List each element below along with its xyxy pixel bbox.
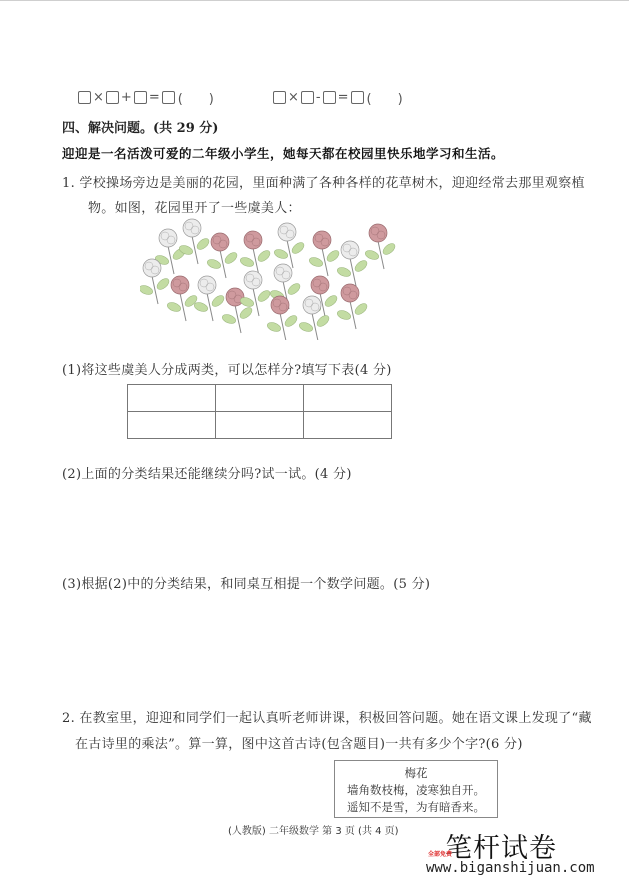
table-cell[interactable] [216, 412, 304, 439]
table-cell[interactable] [128, 385, 216, 412]
blank-box[interactable] [106, 91, 119, 104]
table-cell[interactable] [128, 412, 216, 439]
watermark-title: 笔杆试卷 [445, 833, 557, 864]
table-row [128, 385, 392, 412]
blank-box[interactable] [78, 91, 91, 104]
blank-box[interactable] [273, 91, 286, 104]
poem-box [334, 760, 498, 818]
blank-box[interactable] [323, 91, 336, 104]
section-intro: 迎迎是一名活泼可爱的二年级小学生，她每天都在校园里快乐地学习和生活。 [62, 146, 505, 161]
equation-1: × + = ( ) [77, 88, 214, 107]
blank-box[interactable] [162, 91, 175, 104]
table-cell[interactable] [216, 385, 304, 412]
poem-line-2: 遥知不是雪，为有暗香来。 [347, 800, 485, 814]
question-1-sub-1: (1)将这些虞美人分成两类，可以怎样分?填写下表(4 分) [62, 363, 392, 378]
poem-line-1: 墙角数枝梅，凌寒独自开。 [347, 783, 485, 797]
answer-area-sub-2[interactable] [62, 485, 562, 560]
watermark-url[interactable]: www.biganshijuan.com [426, 860, 595, 876]
table-cell[interactable] [304, 412, 392, 439]
question-2-line-1: 2. 在教室里，迎迎和同学们一起认真听老师讲课，积极回答问题。她在语文课上发现了“藏 [62, 711, 592, 726]
answer-blank[interactable]: ( ) [177, 92, 214, 107]
blank-box[interactable] [301, 91, 314, 104]
page-top-border [0, 0, 629, 1]
blank-box[interactable] [134, 91, 147, 104]
table-cell[interactable] [304, 385, 392, 412]
equation-2: × - = ( ) [272, 88, 403, 107]
answer-blank[interactable]: ( ) [366, 92, 403, 107]
section-title: 四、解决问题。(共 29 分) [62, 121, 219, 136]
page-footer: (人教版) 二年级数学 第 3 页 (共 4 页) [228, 826, 399, 837]
question-1-sub-2: (2)上面的分类结果还能继续分吗?试一试。(4 分) [62, 467, 352, 482]
watermark-badge: 全部免费 [428, 851, 453, 858]
answer-area-sub-3[interactable] [62, 595, 562, 695]
blank-box[interactable] [351, 91, 364, 104]
question-1-line-2: 物。如图，花园里开了一些虞美人： [88, 201, 301, 216]
question-2-line-2: 在古诗里的乘法”。算一算，图中这首古诗(包含题目)一共有多少个字?(6 分) [75, 737, 523, 752]
classification-table [127, 384, 392, 439]
poem-title: 梅花 [404, 766, 428, 780]
question-1-line-1: 1. 学校操场旁边是美丽的花园，里面种满了各种各样的花草树木，迎迎经常去那里观察植 [62, 176, 585, 191]
poppy-flowers-illustration [140, 210, 410, 340]
question-1-sub-3: (3)根据(2)中的分类结果，和同桌互相提一个数学问题。(5 分) [62, 577, 431, 592]
table-row [128, 412, 392, 439]
